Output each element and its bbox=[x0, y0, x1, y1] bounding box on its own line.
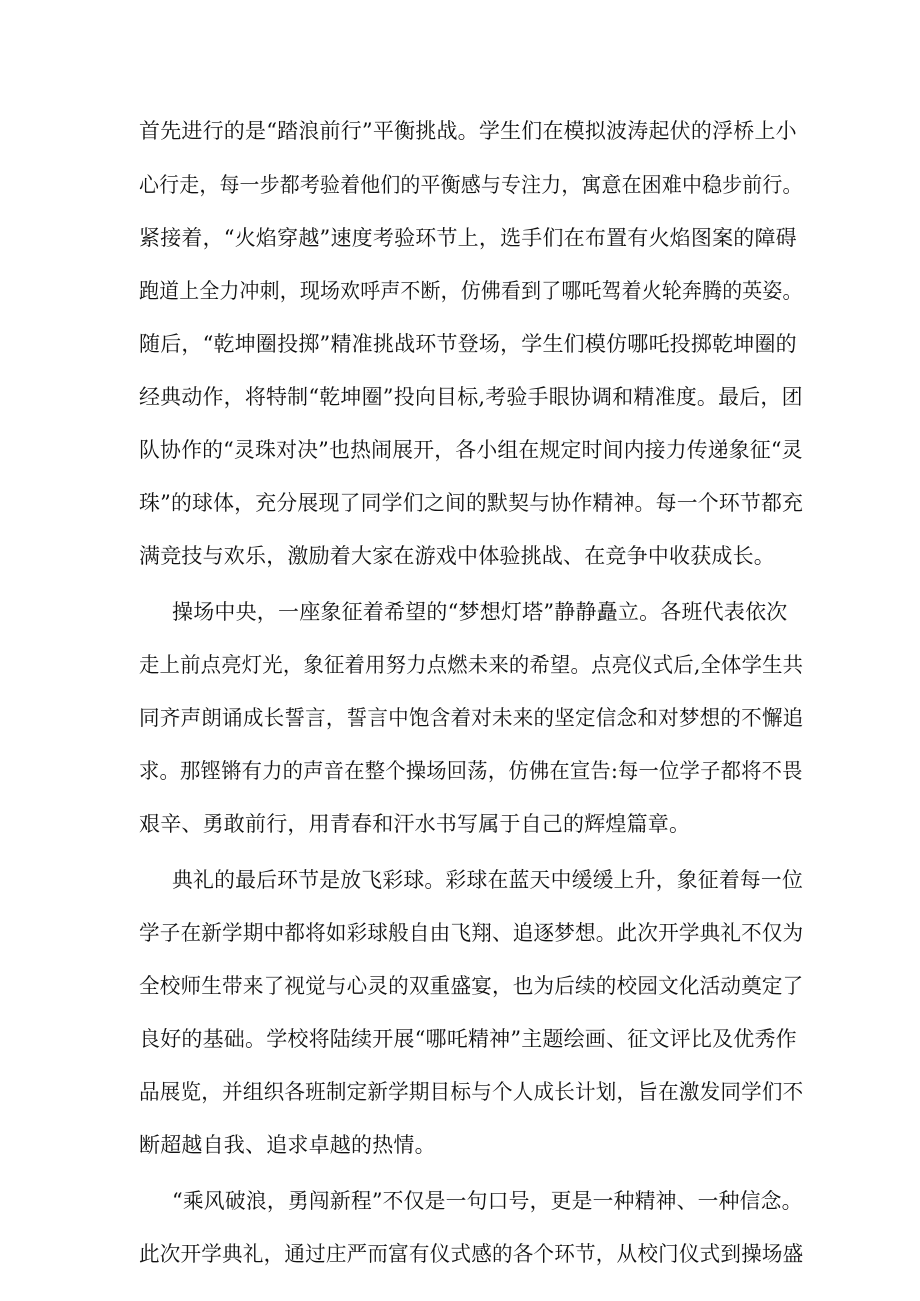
paragraph-4-line-1: “乘风破浪，勇闯新程”不仅是一句口号，更是一种精神、一种信念。 bbox=[172, 1189, 803, 1213]
paragraph-1-line-3: 紧接着，“火焰穿越”速度考验环节上，选手们在布置有火焰图案的障碍 bbox=[139, 226, 797, 250]
paragraph-3-line-2: 学子在新学期中都将如彩球般自由飞翔、追逐梦想。此次开学典礼不仅为 bbox=[139, 921, 804, 945]
paragraph-3-line-6: 断超越自我、追求卓越的热情。 bbox=[139, 1133, 436, 1157]
paragraph-2-line-2: 走上前点亮灯光，象征着用努力点燃未来的希望。点亮仪式后,全体学生共 bbox=[139, 653, 804, 677]
paragraph-1-line-6: 经典动作，将特制“乾坤圈”投向目标,考验手眼协调和精准度。最后，团 bbox=[139, 385, 803, 409]
paragraph-1-line-1: 首先进行的是“踏浪前行”平衡挑战。学生们在模拟波涛起伏的浮桥上小 bbox=[139, 119, 797, 143]
paragraph-2-line-1: 操场中央，一座象征着希望的“梦想灯塔”静静矗立。各班代表依次 bbox=[172, 600, 788, 624]
paragraph-3-line-3: 全校师生带来了视觉与心灵的双重盛宴，也为后续的校园文化活动奠定了 bbox=[139, 974, 804, 998]
paragraph-3-line-1: 典礼的最后环节是放飞彩球。彩球在蓝天中缓缓上升，象征着每一位 bbox=[172, 868, 803, 892]
paragraph-1-line-4: 跑道上全力冲刺，现场欢呼声不断，仿佛看到了哪吒驾着火轮奔腾的英姿。 bbox=[139, 279, 803, 303]
paragraph-3-line-5: 品展览，并组织各班制定新学期目标与个人成长计划，旨在激发同学们不 bbox=[139, 1080, 804, 1104]
paragraph-4-line-2: 此次开学典礼，通过庄严而富有仪式感的各个环节，从校门仪式到操场盛 bbox=[139, 1242, 804, 1266]
paragraph-3-line-4: 良好的基础。学校将陆续开展“哪吒精神”主题绘画、征文评比及优秀作 bbox=[139, 1027, 797, 1051]
paragraph-1-line-8: 珠”的球体，充分展现了同学们之间的默契与协作精神。每一个环节都充 bbox=[139, 491, 804, 515]
paragraph-1-line-9: 满竞技与欢乐，激励着大家在游戏中体验挑战、在竞争中收获成长。 bbox=[139, 544, 775, 568]
paragraph-2-line-4: 求。那铿锵有力的声音在整个操场回荡，仿佛在宣告:每一位学子都将不畏 bbox=[139, 759, 803, 783]
paragraph-2-line-5: 艰辛、勇敢前行，用青春和汗水书写属于自己的辉煌篇章。 bbox=[139, 812, 691, 836]
paragraph-2-line-3: 同齐声朗诵成长誓言，誓言中饱含着对未来的坚定信念和对梦想的不懈追 bbox=[139, 706, 804, 730]
paragraph-1-line-7: 队协作的“灵珠对决”也热闹展开，各小组在规定时间内接力传递象征“灵 bbox=[139, 438, 803, 462]
paragraph-1-line-2: 心行走，每一步都考验着他们的平衡感与专注力，寓意在困难中稳步前行。 bbox=[139, 173, 803, 197]
paragraph-1-line-5: 随后，“乾坤圈投掷”精准挑战环节登场，学生们模仿哪吒投掷乾坤圈的 bbox=[139, 332, 797, 356]
